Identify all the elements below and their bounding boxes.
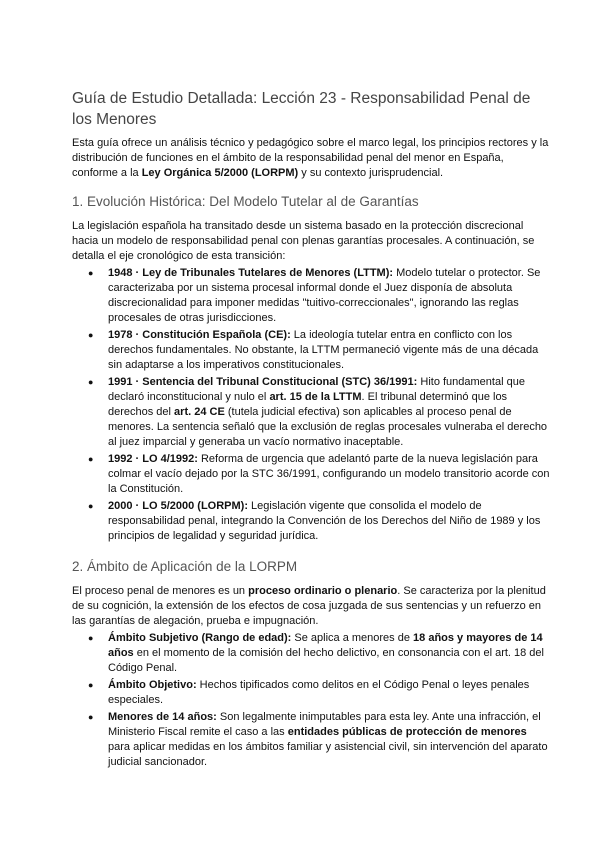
section-2-list	[72, 631, 550, 770]
bullet-icon: ●	[88, 712, 94, 722]
list-item: ● 2000 · LO 5/2000 (LORPM): Legislación vigente que consolida el modelo de responsabilidad penal, integrando la Convención de los Derechos del Niño de 1989 y los principios de legalidad y seguridad jurídica.	[88, 500, 541, 542]
section-2-paragraph: El proceso penal de menores es un proceso ordinario o plenario. Se caracteriza por la plenitud de su cognición, la extensión de los efectos de cosa juzgada de sus sentencias y un refuerzo en las garantías de alegación, prueba e impugnación.	[72, 585, 546, 627]
section-1-paragraph: La legislación española ha transitado desde un sistema basado en la protección discrecional hacia un modelo de responsabilidad penal con plenas garantías procesales. A continuación, se detalla el eje cronológico de esta transición:	[72, 220, 535, 262]
list-item: ● 1978 · Constitución Española (CE): La ideología tutelar entra en conflicto con los derechos fundamentales. No obstante, la LTTM permaneció vigente más de una década sin adaptarse a los imperativos constitucionales.	[88, 329, 539, 371]
list-item: ● Ámbito Subjetivo (Rango de edad): Se aplica a menores de 18 años y mayores de 14 años en el momento de la comisión del hecho delictivo, en consonancia con el art. 18 del Código Penal.	[88, 632, 544, 674]
list-item: ● 1948 · Ley de Tribunales Tutelares de Menores (LTTM): Modelo tutelar o protector. Se caracterizaba por un sistema procesal informal donde el Juez disponía de absoluta discrecionalidad para imponer medidas "tuitivo-correccionales", ignorando las reglas procesales de otras jurisdicciones.	[88, 267, 541, 324]
section-2-heading: 2. Ámbito de Aplicación de la LORPM	[72, 559, 298, 574]
list-item: ● Menores de 14 años: Son legalmente inimputables para esta ley. Ante una infracción, el Ministerio Fiscal remite el caso a las entidades públicas de protección de menores para aplicar medidas en los ámbitos familiar y asistencial civil, sin intervención del aparato judicial sancionador.	[88, 711, 548, 768]
bullet-icon: ●	[88, 633, 94, 643]
list-item: ● 1992 · LO 4/1992: Reforma de urgencia que adelantó parte de la nueva legislación para colmar el vacío dejado por la STC 36/1991, configurando un modelo transitorio acorde con la Constitución.	[88, 453, 550, 495]
list-item: ● 1991 · Sentencia del Tribunal Constitucional (STC) 36/1991: Hito fundamental que declaró inconstitucional y nulo el art. 15 de la LTTM. El tribunal determinó que los derechos del art. 24 CE (tutela judicial efectiva) son aplicables al proceso penal de menores. La sentencia señaló que la exclusión de reglas procesales vulneraba el derecho al juez imparcial y generaba un vacío normativo inaceptable.	[88, 376, 548, 448]
bullet-icon: ●	[88, 268, 94, 278]
bullet-icon: ●	[88, 501, 94, 511]
section-1-heading: 1. Evolución Histórica: Del Modelo Tutelar al de Garantías	[72, 194, 419, 209]
bullet-icon: ●	[88, 680, 94, 690]
bullet-icon: ●	[88, 454, 94, 464]
section-1-list	[72, 266, 550, 544]
list-item: ● Ámbito Objetivo: Hechos tipificados como delitos en el Código Penal o leyes penales especiales.	[88, 679, 530, 706]
page-title: Guía de Estudio Detallada: Lección 23 - Responsabilidad Penal de los Menores	[72, 90, 531, 128]
bullet-icon: ●	[88, 330, 94, 340]
intro-paragraph: Esta guía ofrece un análisis técnico y pedagógico sobre el marco legal, los principios rectores y la distribución de funciones en el ámbito de la responsabilidad penal del menor en España, conforme a la Ley Orgánica 5/2000 (LORPM) y su contexto jurisprudencial.	[72, 137, 549, 179]
bullet-icon: ●	[88, 377, 94, 387]
